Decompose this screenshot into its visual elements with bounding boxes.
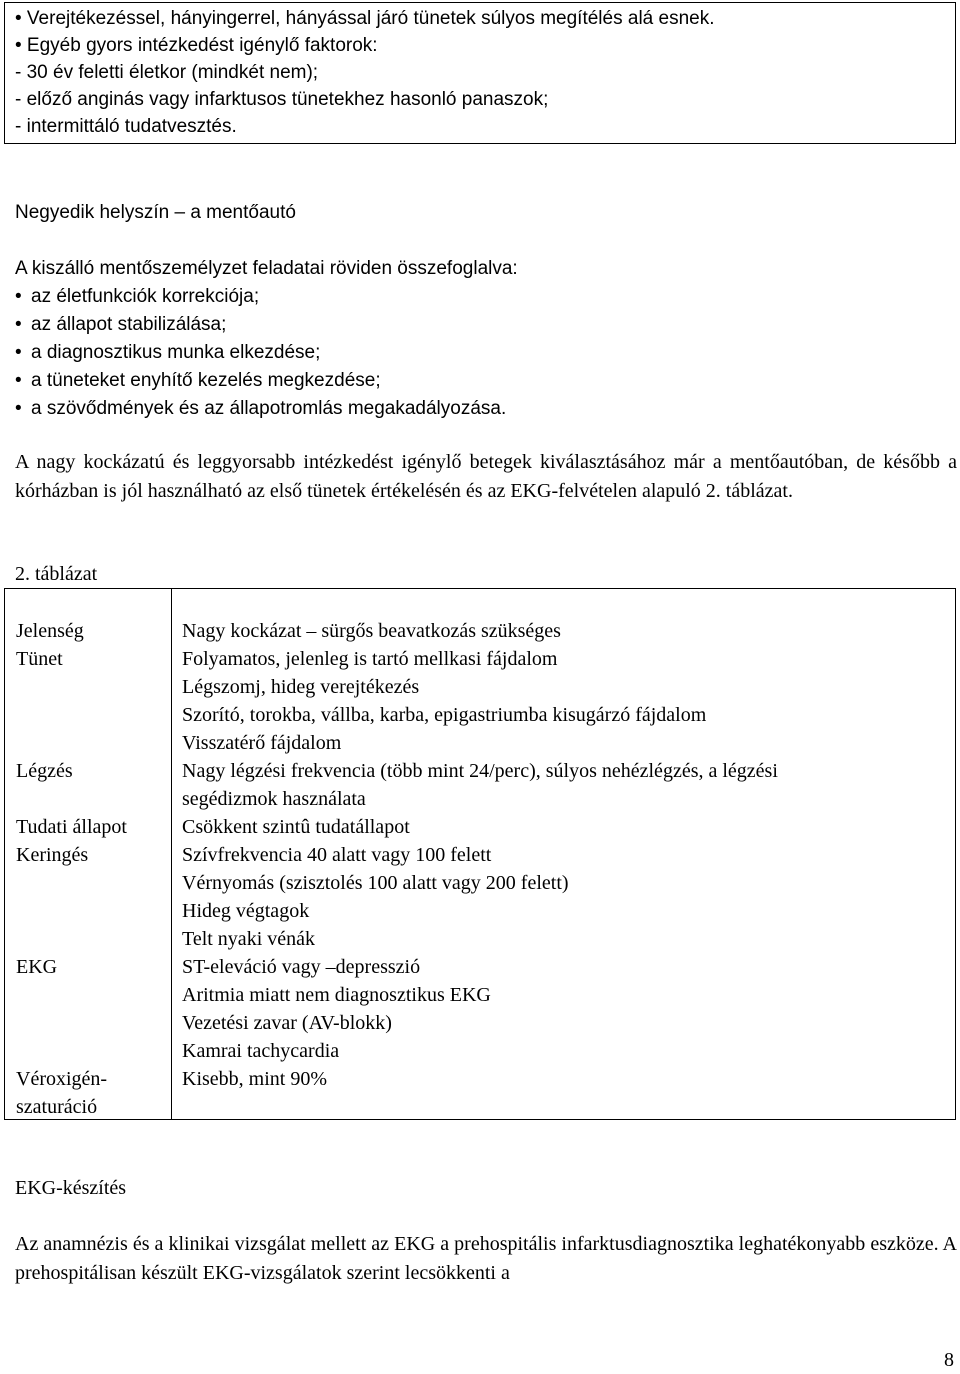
table-cell: Vezetési zavar (AV-blokk) (182, 1012, 392, 1034)
list-item: • a szövődmények és az állapotromlás megakadályozása. (15, 395, 957, 423)
row-label: EKG (16, 956, 58, 978)
section-heading: Negyedik helyszín – a mentőautó (15, 202, 296, 223)
table-cell: Szorító, torokba, vállba, karba, epigastriumba kisugárzó fájdalom (182, 704, 707, 726)
table-cell: Folyamatos, jelenleg is tartó mellkasi fájdalom (182, 648, 558, 670)
column-header: Jelenség (16, 620, 84, 642)
risk-table (4, 588, 956, 1120)
table-cell: Vérnyomás (szisztolés 100 alatt vagy 200 felett) (182, 872, 569, 894)
box-line: - előző anginás vagy infarktusos tünetekhez hasonló panaszok; (15, 89, 549, 110)
column-divider (171, 589, 172, 1119)
box-line: - intermittáló tudatvesztés. (15, 116, 237, 137)
row-label: Keringés (16, 844, 89, 866)
task-list (15, 283, 957, 423)
row-label: Tudati állapot (16, 816, 127, 838)
table-cell: Hideg végtagok (182, 900, 310, 922)
list-item: • a diagnosztikus munka elkezdése; (15, 339, 957, 367)
list-item: • a tüneteket enyhítő kezelés megkezdése; (15, 367, 957, 395)
paragraph: Az anamnézis és a klinikai vizsgálat mellett az EKG a prehospitális infarktusdiagnosztika leghatékonyabb eszköze. A prehospitálisan készült EKG-vizsgálatok szerint lecsökkenti a (15, 1233, 957, 1284)
table-cell: Kamrai tachycardia (182, 1040, 340, 1062)
box-line: • Egyéb gyors intézkedést igénylő faktorok: (15, 35, 378, 56)
row-label: Véroxigén- (16, 1068, 108, 1090)
table-cell: Kisebb, mint 90% (182, 1068, 327, 1090)
row-label: Légzés (16, 760, 73, 782)
table-cell: Telt nyaki vénák (182, 928, 315, 950)
list-item: • az életfunkciók korrekciója; (15, 283, 957, 311)
page-number: 8 (944, 1349, 954, 1371)
table-cell: Aritmia miatt nem diagnosztikus EKG (182, 984, 491, 1006)
table-caption: 2. táblázat (15, 563, 98, 585)
box-line: • Verejtékezéssel, hányingerrel, hányással járó tünetek súlyos megítélés alá esnek. (15, 8, 715, 29)
table-cell: Légszomj, hideg verejtékezés (182, 676, 420, 698)
table-cell: ST-eleváció vagy –depresszió (182, 956, 421, 978)
column-header: Nagy kockázat – sürgős beavatkozás szükséges (182, 620, 561, 642)
table-cell: Visszatérő fájdalom (182, 732, 342, 754)
table-cell: segédizmok használata (182, 788, 366, 810)
section-intro: A kiszálló mentőszemélyzet feladatai röviden összefoglalva: (15, 258, 518, 279)
row-label: Tünet (16, 648, 63, 670)
box-line: - 30 év feletti életkor (mindkét nem); (15, 62, 319, 83)
table-cell: Szívfrekvencia 40 alatt vagy 100 felett (182, 844, 492, 866)
list-item: • az állapot stabilizálása; (15, 311, 957, 339)
section-heading: EKG-készítés (15, 1177, 127, 1199)
risk-factors-box (4, 2, 956, 144)
table-cell: Csökkent szintû tudatállapot (182, 816, 410, 838)
paragraph: A nagy kockázatú és leggyorsabb intézkedést igénylő betegek kiválasztásához már a mentőautóban, de később a kórházban is jól használható az első tünetek értékelésén és az EKG-felvételen alapuló 2. táblázat. (15, 451, 957, 502)
table-cell: Nagy légzési frekvencia (több mint 24/perc), súlyos nehézlégzés, a légzési (182, 760, 778, 782)
row-label: szaturáció (16, 1096, 98, 1118)
